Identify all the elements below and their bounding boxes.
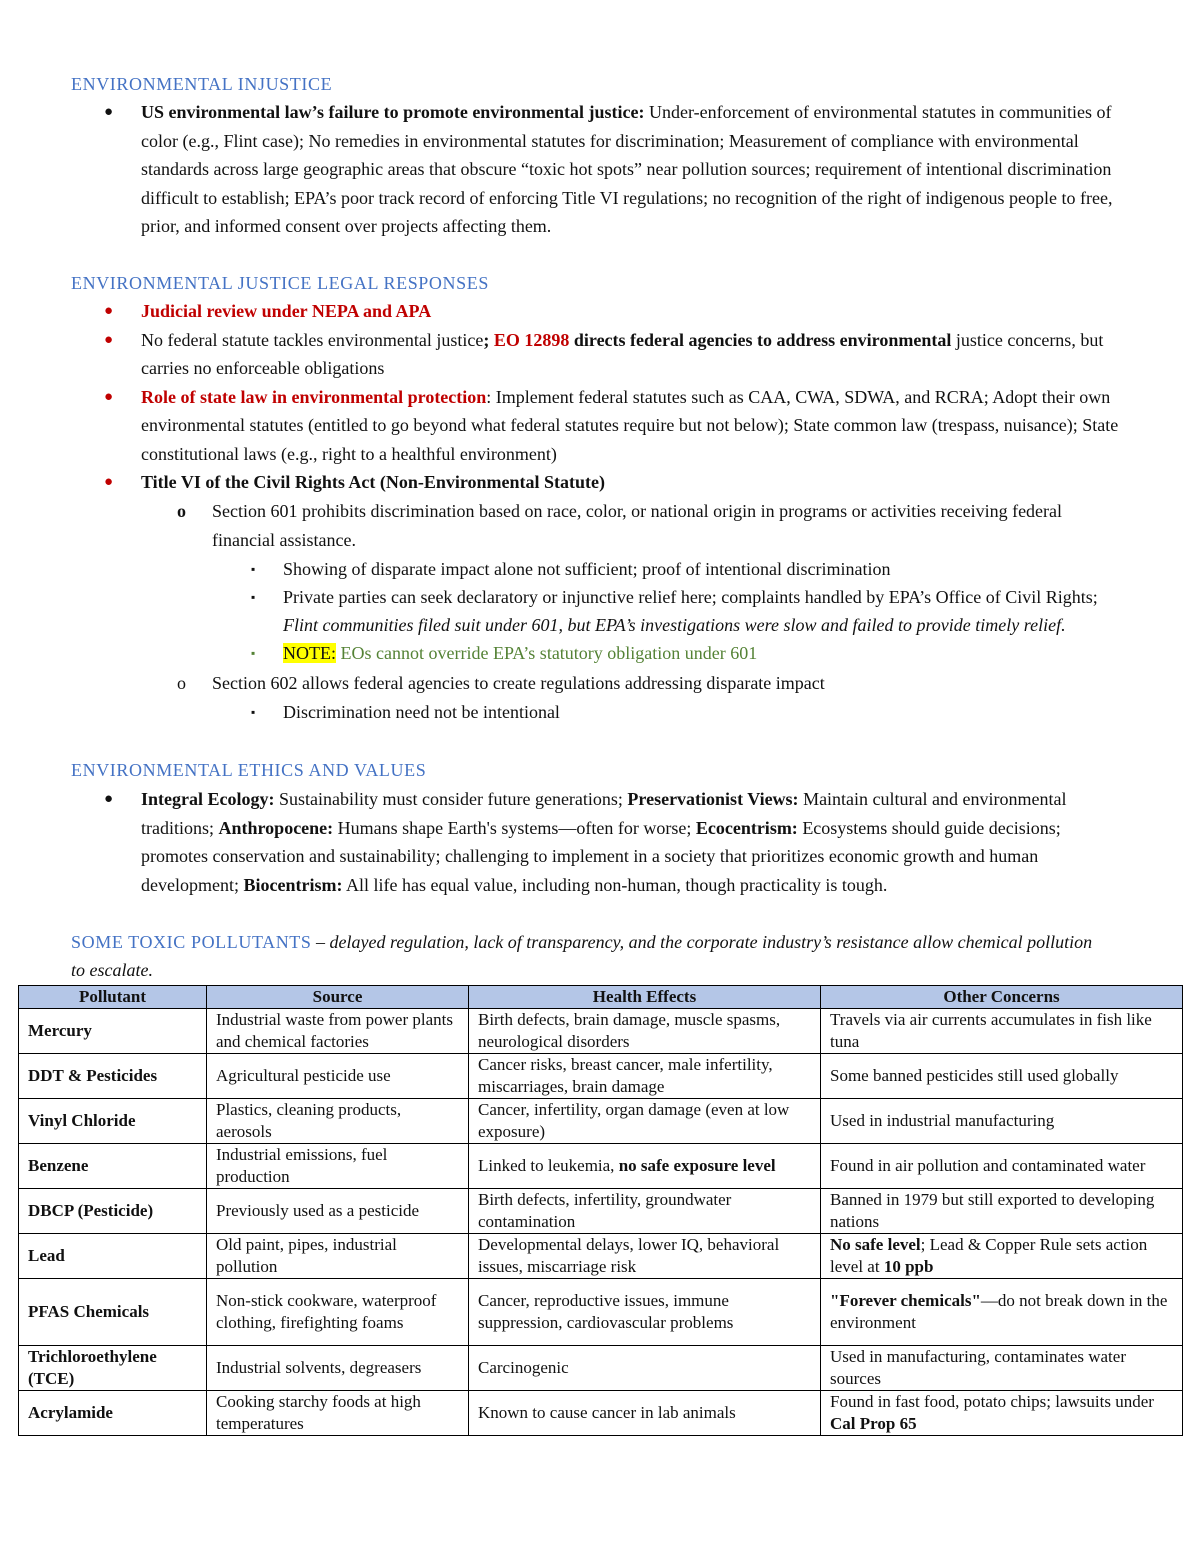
cell-source: Plastics, cleaning products, aerosols: [207, 1099, 469, 1144]
cell-pollutant: Vinyl Chloride: [19, 1099, 207, 1144]
cell-pollutant: Acrylamide: [19, 1391, 207, 1436]
integral-label: Integral Ecology:: [141, 789, 275, 809]
eo-directs: directs federal agencies to address environmental: [569, 329, 952, 350]
other-text: —do not break down in the environment: [830, 1291, 1168, 1332]
table-row: [19, 1054, 1183, 1099]
cell-other: Travels via air currents accumulates in fish like tuna: [821, 1009, 1183, 1054]
preserv-label: Preservationist Views:: [627, 789, 799, 809]
other-text: ; Lead & Copper Rule sets action level at: [830, 1235, 1148, 1276]
cell-source: Non-stick cookware, waterproof clothing, firefighting foams: [207, 1279, 469, 1346]
square-bullet-icon: ▪: [251, 590, 256, 604]
other-text: Found in fast food, potato chips; lawsuits under: [830, 1392, 1154, 1411]
cell-health: Known to cause cancer in lab animals: [469, 1391, 821, 1436]
health-text: Linked to leukemia,: [478, 1156, 619, 1175]
cell-other: [821, 1234, 1183, 1279]
bio-label: Biocentrism:: [243, 874, 343, 895]
injustice-list: [0, 98, 1121, 241]
cell-health: Cancer, reproductive issues, immune suppression, cardiovascular problems: [469, 1279, 821, 1346]
section-602-text: Section 602 allows federal agencies to create regulations addressing disparate impact: [212, 673, 825, 693]
cell-health: Cancer risks, breast cancer, male infertility, miscarriages, brain damage: [469, 1054, 821, 1099]
item-label: US environmental law’s failure to promote environmental justice:: [141, 102, 645, 122]
square-bullet-icon: ▪: [251, 705, 256, 719]
s601-b-text: Private parties can seek declaratory or injunctive relief here; complaints handled by EPA’s Office of Civil Rights;: [283, 587, 1098, 607]
s601-item-a: [0, 555, 1123, 583]
dash: –: [311, 932, 330, 952]
other-bold: Cal Prop 65: [830, 1414, 917, 1433]
section-601: [0, 497, 1122, 555]
ethics-list: [0, 785, 1121, 899]
preserv-text: Maintain cultural and environmental traditions;: [141, 789, 1067, 838]
heading-legal-responses: ENVIRONMENTAL JUSTICE LEGAL RESPONSES: [71, 273, 489, 293]
eco-label: Ecocentrism:: [695, 817, 798, 838]
section-601-text: Section 601 prohibits discrimination based on race, color, or national origin in programs or activities receiving federal financial assistance.: [212, 501, 1063, 550]
other-bold: "Forever chemicals": [830, 1291, 981, 1310]
note-label: NOTE:: [283, 643, 336, 663]
bullet-icon: ●: [104, 303, 114, 319]
cell-other: Used in industrial manufacturing: [821, 1099, 1183, 1144]
table-row: [19, 1346, 1183, 1391]
no-statute-text: No federal statute tackles environmental justice: [141, 329, 484, 350]
judicial-review: Judicial review under NEPA and APA: [141, 301, 432, 321]
cell-other: Used in manufacturing, contaminates water sources: [821, 1346, 1183, 1391]
other-bold-value: 10 ppb: [883, 1257, 934, 1276]
cell-other: Banned in 1979 but still exported to developing nations: [821, 1189, 1183, 1234]
bullet-icon: ●: [104, 791, 114, 807]
note-item: [0, 639, 1123, 667]
table-row: [19, 1391, 1183, 1436]
toxic-subtitle: delayed regulation, lack of transparency, and the corporate industry’s resistance allow chemical pollution to escalate.: [71, 932, 1093, 980]
cell-health: Birth defects, infertility, groundwater contamination: [469, 1189, 821, 1234]
cell-pollutant: DBCP (Pesticide): [19, 1189, 207, 1234]
cell-source: Industrial emissions, fuel production: [207, 1144, 469, 1189]
table-row: [19, 1279, 1183, 1346]
bullet-icon: ●: [104, 474, 114, 490]
eco-text: Ecosystems should guide decisions; promotes conservation and sustainability; challenging to implement in a society that prioritizes economic growth and human development;: [141, 817, 1061, 895]
cell-health: Birth defects, brain damage, muscle spasms, neurological disorders: [469, 1009, 821, 1054]
cell-other: [821, 1279, 1183, 1346]
semicolon: ;: [483, 329, 490, 350]
marker-o: o: [177, 501, 186, 521]
s601-item-b: [0, 583, 1123, 639]
state-law-label: Role of state law in environmental protection: [141, 386, 487, 407]
table-row: [19, 1144, 1183, 1189]
heading-toxic-pollutants: SOME TOXIC POLLUTANTS: [71, 932, 312, 952]
section-602: [0, 669, 1122, 698]
cell-source: Cooking starchy foods at high temperatures: [207, 1391, 469, 1436]
integral-text: Sustainability must consider future generations;: [274, 789, 628, 809]
bullet-icon: ●: [104, 104, 114, 120]
list-item: [0, 785, 1121, 899]
legal-list: [0, 297, 1121, 497]
cell-pollutant: PFAS Chemicals: [19, 1279, 207, 1346]
eo-number: EO 12898: [493, 329, 570, 350]
cell-other: Found in air pollution and contaminated water: [821, 1144, 1183, 1189]
cell-source: Industrial solvents, degreasers: [207, 1346, 469, 1391]
cell-pollutant: Benzene: [19, 1144, 207, 1189]
square-bullet-icon: ▪: [251, 646, 256, 660]
header-source: Source: [207, 986, 469, 1009]
title-vi: Title VI of the Civil Rights Act (Non-Environmental Statute): [141, 472, 606, 492]
heading-ethics-values: ENVIRONMENTAL ETHICS AND VALUES: [71, 760, 427, 780]
s601-a-text: Showing of disparate impact alone not sufficient; proof of intentional discrimination: [283, 559, 891, 579]
bullet-icon: ●: [104, 331, 114, 348]
other-bold: No safe level: [830, 1235, 921, 1254]
cell-pollutant: Lead: [19, 1234, 207, 1279]
cell-pollutant: Mercury: [19, 1009, 207, 1054]
table-row: [19, 1234, 1183, 1279]
list-item: [0, 383, 1121, 469]
anthro-label: Anthropocene:: [218, 817, 334, 838]
state-law-text: : Implement federal statutes such as CAA, CWA, SDWA, and RCRA; Adopt their own environmental statutes (entitled to go beyond what federal statutes require but not below); State common law (trespass, nuisance); State constitutional laws (e.g., right to a healthful environment): [141, 386, 1119, 464]
heading-environmental-injustice: ENVIRONMENTAL INJUSTICE: [71, 74, 333, 94]
health-bold: no safe exposure level: [618, 1156, 776, 1175]
header-other: Other Concerns: [821, 986, 1183, 1009]
list-item: [0, 297, 1121, 326]
bio-text: All life has equal value, including non-human, though practicality is tough.: [342, 874, 888, 895]
header-pollutant: Pollutant: [19, 986, 207, 1009]
table-row: [19, 1189, 1183, 1234]
toxic-intro: [71, 928, 1101, 984]
pollutants-table: [18, 985, 1183, 1436]
cell-source: Agricultural pesticide use: [207, 1054, 469, 1099]
note-text: EOs cannot override EPA’s statutory obligation under 601: [336, 643, 758, 663]
list-item: [0, 98, 1121, 241]
cell-other: Some banned pesticides still used globally: [821, 1054, 1183, 1099]
list-item: [0, 326, 1121, 383]
header-health: Health Effects: [469, 986, 821, 1009]
item-text: Under-enforcement of environmental statutes in communities of color (e.g., Flint case); No remedies in environmental statutes for discrimination; Measurement of compliance with environmental standards across large geographic areas that obscure “toxic hot spots” near pollution sources; requirement of intentional discrimination difficult to establish; EPA’s poor track record of enforcing Title VI regulations; no recognition of the right of indigenous people to free, prior, and informed consent over projects affecting them.: [141, 102, 1113, 236]
table-row: [19, 1009, 1183, 1054]
marker-o: o: [177, 673, 186, 693]
list-item: [0, 468, 1121, 497]
title-vi-sublist: [0, 497, 1123, 726]
table-row: [19, 1099, 1183, 1144]
s601-b-italic: Flint communities filed suit under 601, but EPA’s investigations were slow and failed to provide timely relief.: [283, 615, 1066, 635]
cell-source: Industrial waste from power plants and chemical factories: [207, 1009, 469, 1054]
anthro-text: Humans shape Earth's systems—often for worse;: [333, 817, 696, 838]
cell-health: [469, 1144, 821, 1189]
table-header-row: [19, 986, 1183, 1009]
cell-health: Cancer, infertility, organ damage (even at low exposure): [469, 1099, 821, 1144]
s602-a-text: Discrimination need not be intentional: [283, 702, 560, 722]
s602-item-a: [0, 698, 1123, 726]
cell-other: [821, 1391, 1183, 1436]
cell-health: Carcinogenic: [469, 1346, 821, 1391]
eo-rest: justice concerns, but carries no enforceable obligations: [141, 329, 1104, 378]
bullet-icon: ●: [104, 388, 114, 405]
cell-pollutant: DDT & Pesticides: [19, 1054, 207, 1099]
square-bullet-icon: ▪: [251, 562, 256, 576]
cell-pollutant: Trichloroethylene (TCE): [19, 1346, 207, 1391]
cell-health: Developmental delays, lower IQ, behavioral issues, miscarriage risk: [469, 1234, 821, 1279]
cell-source: Old paint, pipes, industrial pollution: [207, 1234, 469, 1279]
cell-source: Previously used as a pesticide: [207, 1189, 469, 1234]
